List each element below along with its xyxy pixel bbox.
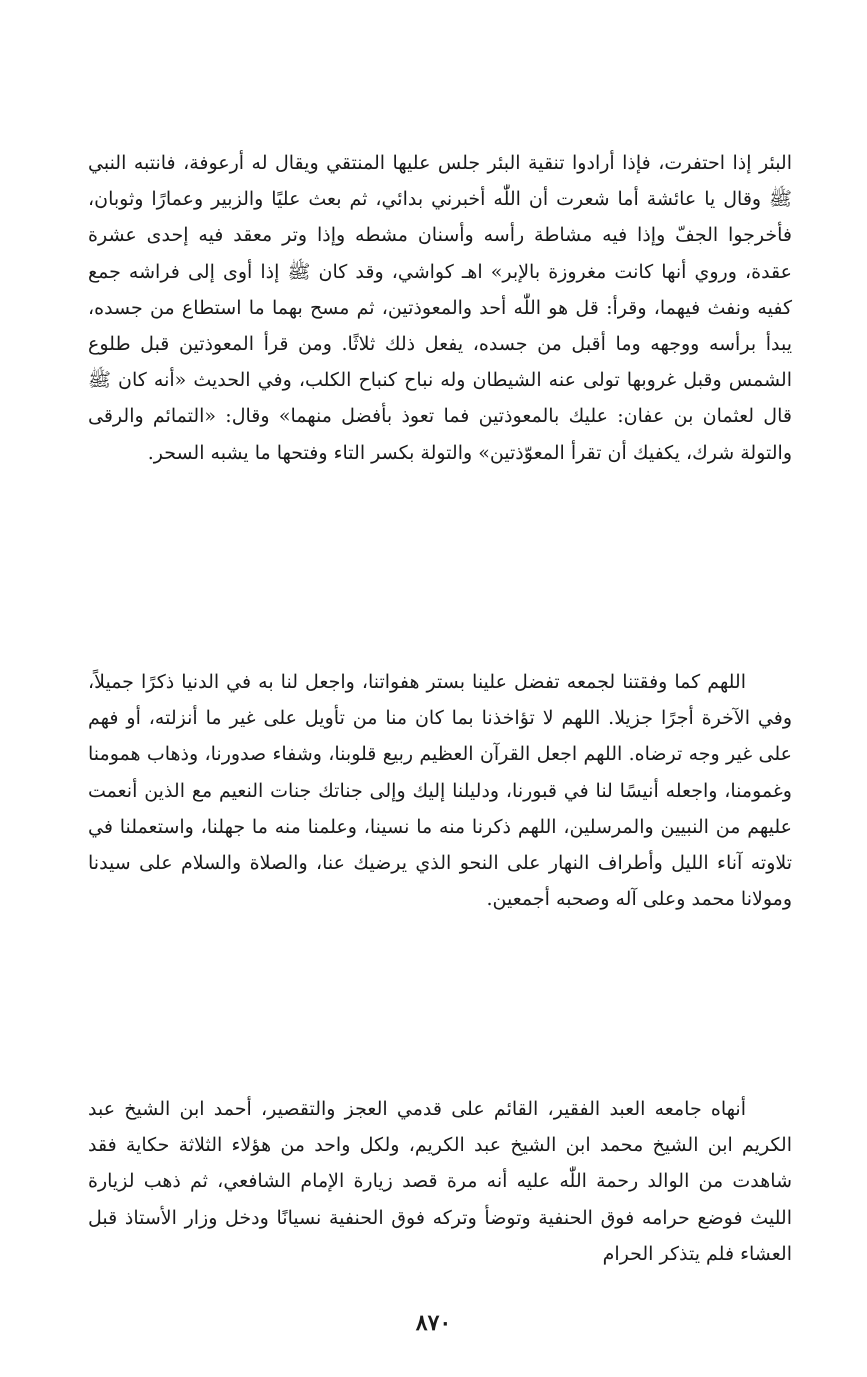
- paragraph-text: اللهم كما وفقتنا لجمعه تفضل علينا بستر هفواتنا، واجعل لنا به في الدنيا ذكرًا جميلاً، وفي الآخرة أجرًا جزيلا. اللهم لا تؤاخذنا بما كان منا من تأويل على غير ما أنزلته، أو فهم على غير وجه ترضاه. اللهم اجعل القرآن العظيم ربيع قلوبنا، وشفاء صدورنا، وذهاب همومنا وغمومنا، واجعله أنيسًا لنا في قبورنا، ودليلنا إليك وإلى جناتك جنات النعيم مع الذين أنعمت عليهم من النبيين والمرسلين، اللهم ذكرنا منه ما نسينا، وعلمنا منه ما جهلنا، واستعملنا في تلاوته آناء الليل وأطراف النهار على النحو الذي يرضيك عنا، والصلاة والسلام على سيدنا ومولانا محمد وعلى آله وصحبه أجمعين.: [88, 671, 792, 911]
- paragraph-text: أنهاه جامعه العبد الفقير، القائم على قدمي العجز والتقصير، أحمد ابن الشيخ عبد الكريم ابن الشيخ محمد ابن الشيخ عبد الكريم، ولكل واحد من هؤلاء الثلاثة حكاية فقد شاهدت من الوالد رحمة اللّٰه عليه أنه مرة قصد زيارة الإمام الشافعي، ثم ذهب لزيارة الليث فوضع حرامه فوق الحنفية وتوضأ وتركه فوق الحنفية نسيانًا ودخل وزار الأستاذ قبل العشاء فلم يتذكر الحرام: [88, 1098, 792, 1265]
- paragraph-1: [88, 145, 792, 471]
- page-number: ٨٧٠: [415, 1310, 452, 1336]
- paragraph-text: البئر إذا احتفرت، فإذا أرادوا تنقية البئر جلس عليها المنتقي ويقال له أرعوفة، فانتبه النبي ﷺ وقال يا عائشة أما شعرت أن اللّٰه أخبرني بدائي، ثم بعث عليًا والزبير وعمارًا وثوبان، فأخرجوا الجفّ وإذا فيه مشاطة رأسه وأسنان مشطه وإذا وتر معقد فيه إحدى عشرة عقدة، وروي أنها كانت مغروزة بالإبر» اهـ كواشي، وقد كان ﷺ إذا أوى إلى فراشه جمع كفيه ونفث فيهما، وقرأ: قل هو اللّٰه أحد والمعوذتين، ثم مسح بهما ما استطاع من جسده، يبدأ برأسه ووجهه وما أقبل من جسده، يفعل ذلك ثلاثًا. ومن قرأ المعوذتين قبل طلوع الشمس وقبل غروبها تولى عنه الشيطان وله نباح كنباح الكلب، وفي الحديث «أنه كان ﷺ قال لعثمان بن عفان: عليك بالمعوذتين فما تعوذ بأفضل منهما» وقال: «التمائم والرقى والتولة شرك، يكفيك أن تقرأ المعوّذتين» والتولة بكسر التاء وفتحها ما يشبه السحر.: [88, 152, 792, 464]
- paragraph-3: [88, 1091, 792, 1272]
- paragraph-2: [88, 664, 792, 917]
